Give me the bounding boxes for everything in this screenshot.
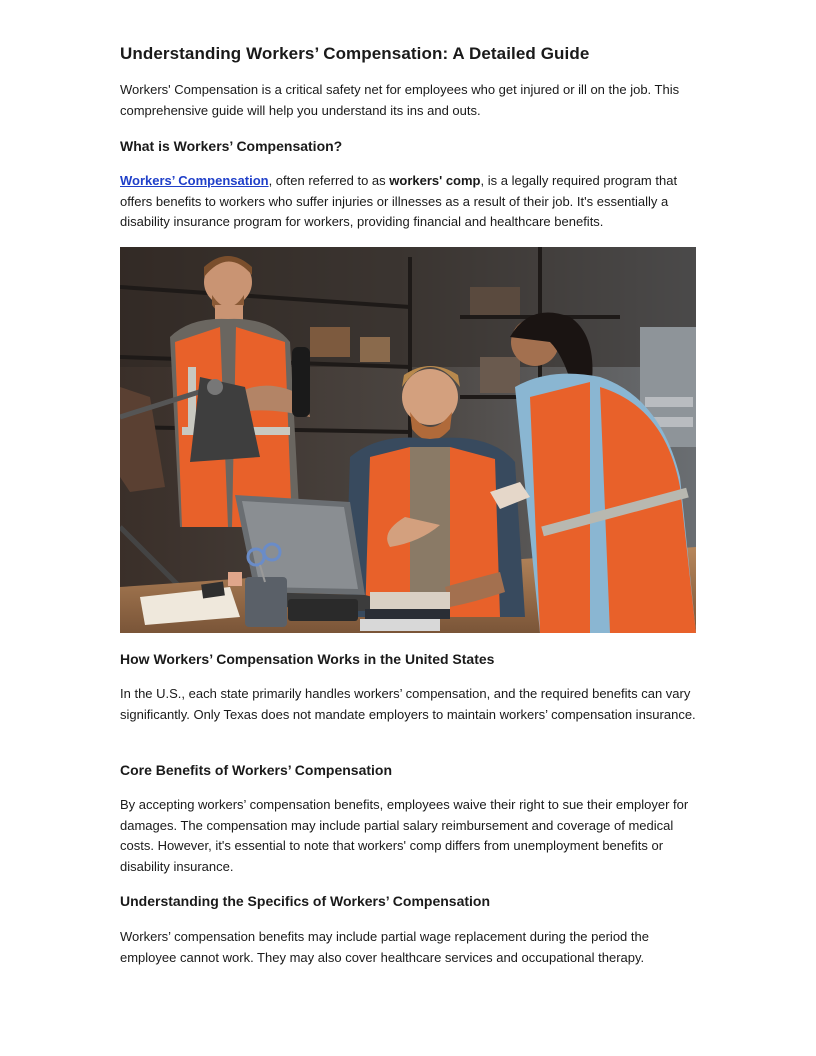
section-heading-specifics: Understanding the Specifics of Workers’ Compensation bbox=[120, 893, 491, 909]
workers-comp-bold: workers' comp bbox=[389, 173, 481, 188]
how-it-works-paragraph: In the U.S., each state primarily handles workers’ compensation, and the required benefits can vary significantly. Only Texas does not mandate employers to maintain workers’ compensation insurance. bbox=[120, 686, 696, 722]
section-heading-how-it-works: How Workers’ Compensation Works in the United States bbox=[120, 651, 495, 667]
what-is-text-part1: , often referred to as bbox=[268, 173, 390, 188]
intro-paragraph: Workers' Compensation is a critical safety net for employees who get injured or ill on the job. This comprehensive guide will help you understand its ins and outs. bbox=[120, 82, 680, 118]
workplace-injury-photo bbox=[120, 247, 696, 633]
specifics-paragraph: Workers’ compensation benefits may include partial wage replacement during the period the employee cannot work. They may also cover healthcare services and occupational therapy. bbox=[120, 929, 649, 965]
workers-compensation-link[interactable]: Workers’ Compensation bbox=[120, 173, 269, 188]
page-title: Understanding Workers’ Compensation: A Detailed Guide bbox=[120, 44, 590, 63]
section-heading-core-benefits: Core Benefits of Workers’ Compensation bbox=[120, 762, 393, 778]
core-benefits-paragraph: By accepting workers’ compensation benefits, employees waive their right to sue their employer for damages. The compensation may include partial salary reimbursement and coverage of medical costs. However, it's essential to note that workers' comp differs from unemployment benefits or disability insurance. bbox=[120, 797, 689, 874]
what-is-paragraph bbox=[120, 171, 698, 233]
what-is-text-part2: , is a legally required program that offers benefits to workers who suffer injuries or illnesses as a result of their job. It's essentially a disability insurance program for workers, providing financial and healthcare benefits. bbox=[120, 173, 678, 229]
section-heading-what-is: What is Workers’ Compensation? bbox=[120, 138, 343, 154]
